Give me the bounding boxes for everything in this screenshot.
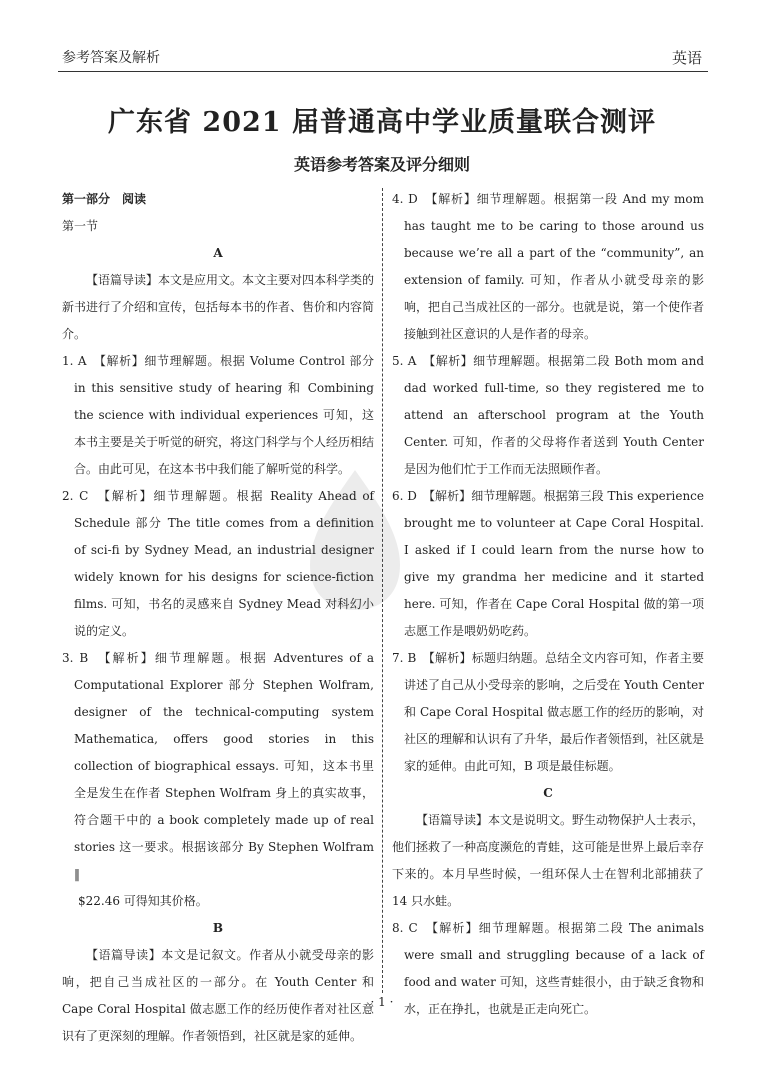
- column-divider: [382, 188, 383, 993]
- section-label: $22.46 可得知其价格。: [78, 894, 208, 908]
- passage-guide: 【语篇导读】本文是说明文。野生动物保护人士表示，他们拯救了一种高度濒危的青蛙，这可能是世界上最后幸存下来的。本月早些时候，一组环保人士在智利北部捕获了 14 只水蛙。: [392, 813, 705, 908]
- header-right-subject: 英语: [671, 49, 702, 67]
- answer-item: 4. D 【解析】细节理解题。根据第一段 And my mom has taught me to be caring to those around us because we’re all a part of the “community”, an extension of family. 可知，作者从小就受母亲的影响，把自己当成社区的一部分。也就是说，第一个使作者接触到社区意识的人是作者的母亲。: [392, 192, 705, 341]
- answer-item: 5. A 【解析】细节理解题。根据第二段 Both mom and dad worked full-time, so they registered me to attend an afterschool program at the Youth Center. 可知，作者的父母将作者送到 Youth Center 是因为他们忙于工作而无法照顾作者。: [392, 354, 704, 476]
- answer-item: 3. B 【解析】细节理解题。根据 Adventures of a Computational Explorer 部分 Stephen Wolfram, designer of the technical-computing system Mathematica, offers good stories in this collection of biographical essays. 可知，这本书里全是发生在作者 Stephen Wolfram 身上的真实故事，符合题干中的 a book completely made up of real stories 这一要求。根据该部分 By Stephen Wolfram ‖: [62, 651, 374, 881]
- right-column: [392, 186, 704, 1023]
- answer-item: 7. B 【解析】标题归纳题。总结全文内容可知，作者主要讲述了自己从小受母亲的影响，之后受在 Youth Center 和 Cape Coral Hospital 做志愿工作的经历的影响，对社区的理解和认识有了升华，最后作者领悟到，社区就是家的延伸。由此可知，B 项是最佳标题。: [392, 651, 705, 773]
- header-divider: [58, 71, 708, 72]
- section-letter: A: [213, 246, 223, 260]
- page-title: 广东省 2021 届普通高中学业质量联合测评: [108, 107, 656, 138]
- answer-item: 1. A 【解析】细节理解题。根据 Volume Control 部分 in this sensitive study of hearing 和 Combining the science with individual experiences 可知，这本书主要是关于听觉的研究，将这门科学与个人经历相结合。由此可见，在这本书中我们能了解听觉的科学。: [62, 354, 375, 476]
- answer-item: 8. C 【解析】细节理解题。根据第二段 The animals were small and struggling because of a lack of food and water 可知，这些青蛙很小，由于缺乏食物和水，正在挣扎，也就是正走向死亡。: [392, 921, 704, 1016]
- passage-guide: 【语篇导读】本文是应用文。本文主要对四本科学类的新书进行了介绍和宣传，包括每本书的作者、售价和内容简介。: [62, 273, 375, 341]
- section-letter: B: [212, 921, 224, 935]
- page-number: · 1 ·: [370, 995, 394, 1009]
- answer-item: 6. D 【解析】细节理解题。根据第三段 This experience brought me to volunteer at Cape Coral Hospital. I asked if I could learn from the nurse how to give my grandma her medicine and it started here. 可知，作者在 Cape Coral Hospital 做的第一项志愿工作是喂奶奶吃药。: [392, 489, 704, 638]
- passage-guide: 【语篇导读】本文是记叙文。作者从小就受母亲的影响，把自己当成社区的一部分。在 Youth Center 和 Cape Coral Hospital 做志愿工作的经历使作者对社区意识有了更深刻的理解。作者领悟到，社区就是家的延伸。: [62, 948, 374, 1043]
- section-label: 第一节: [62, 219, 99, 233]
- page-subtitle: 英语参考答案及评分细则: [293, 155, 470, 174]
- answer-item: 2. C 【解析】细节理解题。根据 Reality Ahead of Schedule 部分 The title comes from a definition of sci-fi by Sydney Mead, an industrial designer widely known for his designs for science-fiction films. 可知，书名的灵感来自 Sydney Mead 对科幻小说的定义。: [62, 489, 374, 638]
- left-column: [62, 186, 374, 1050]
- section-letter: C: [543, 786, 553, 800]
- section-label: 第一部分 阅读: [62, 192, 147, 206]
- header-left-label: 参考答案及解析: [62, 50, 160, 66]
